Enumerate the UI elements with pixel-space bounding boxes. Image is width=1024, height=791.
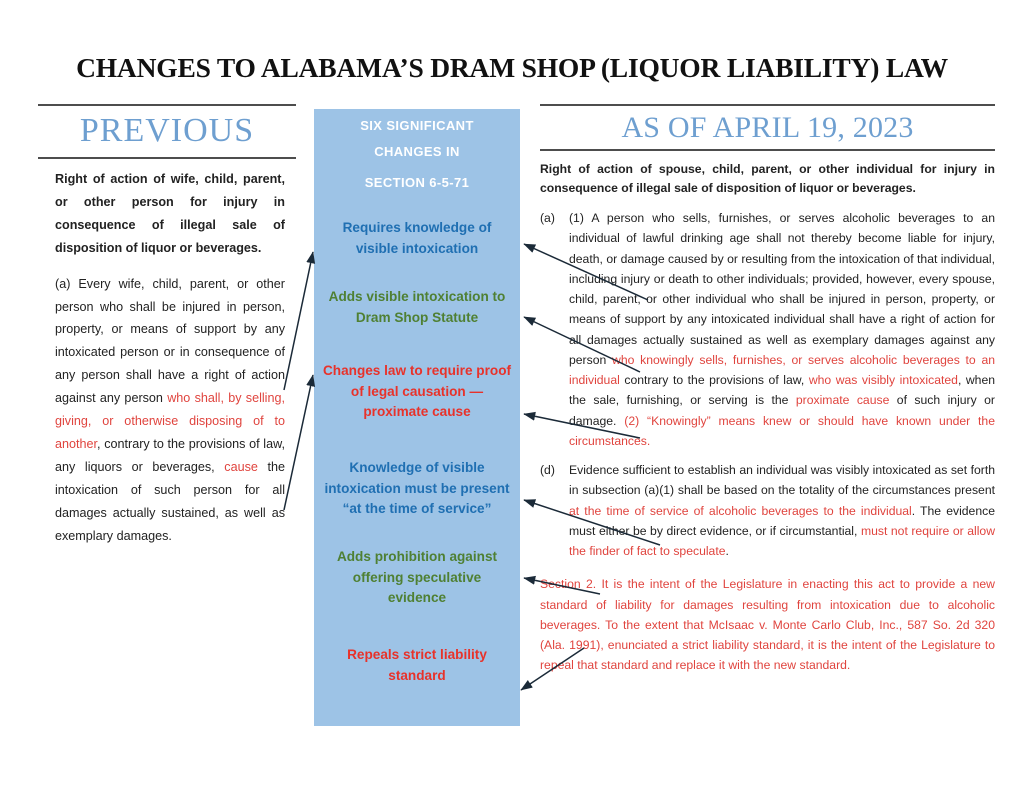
new-lead-paragraph: Right of action of spouse, child, parent, or other individual for injury in consequence of illegal sale of disposition of liquor or beverages. xyxy=(540,162,995,195)
change-item-4: Knowledge of visible intoxication must be present “at the time of service” xyxy=(324,460,510,517)
new-item-d-part-1: Evidence sufficient to establish an individual was visibly intoxicated as set forth in subsection (a)(1) shall be based on the totality of the circumstances present xyxy=(569,463,995,498)
previous-body-part-1: (a) Every wife, child, parent, or other person who shall be injured in person, property, or means of support by any intoxicated person or in consequence of any person shall have a right of action against any person xyxy=(55,276,285,406)
change-item-2: Adds visible intoxication to Dram Shop Statute xyxy=(328,289,506,325)
previous-law-text xyxy=(55,168,285,561)
new-item-d xyxy=(540,460,995,561)
new-item-a-part-3: , when the sale, furnishing, or serving is the xyxy=(569,373,996,408)
new-item-a-part-2: contrary to the provisions of law, xyxy=(619,373,809,388)
new-item-a-red-1: who knowingly sells, furnishes, or serves alcoholic beverages to an individual xyxy=(569,352,995,388)
previous-body-red-1: who shall, by selling, giving, or otherwise disposing of to another xyxy=(55,391,285,451)
change-item-3: Changes law to require proof of legal causation — proximate cause xyxy=(322,363,512,420)
column-heading-previous: PREVIOUS xyxy=(38,104,296,159)
new-item-d-marker: (d) xyxy=(540,463,555,478)
previous-lead-paragraph: Right of action of wife, child, parent, or other person for injury in consequence of illegal sale of disposition of liquor or beverages. xyxy=(55,172,285,255)
new-item-a-red-2: who was visibly intoxicated xyxy=(808,373,958,388)
panel-title-line-1: SIX SIGNIFICANT xyxy=(360,118,474,133)
new-law-text xyxy=(540,160,995,685)
page-title: CHANGES TO ALABAMA’S DRAM SHOP (LIQUOR LIABILITY) LAW xyxy=(76,52,948,83)
panel-title-line-3: SECTION 6-5-71 xyxy=(364,175,470,190)
new-item-a-part-1: (1) A person who sells, furnishes, or serves alcoholic beverages to an individual of lawful drinking age shall not thereby become liable for injury, death, or damage caused by or resulting from the intoxication of that individual, including injury or death to other individuals; provided, however, every spouse, child, parent, or other individual who shall be injured in person, property, or means of support by any intoxicated individual shall have a right of action for all damages actually sustained as well as exemplary damages against any person xyxy=(569,211,995,367)
section-2-paragraph: Section 2. It is the intent of the Legislature in enacting this act to provide a new standard of liability for damages resulting from intoxication due to alcoholic beverages. To the extent that McIsaac v. Monte Carlo Club, Inc., 587 So. 2d 320 (Ala. 1991), enunciated a strict liability standard, it is the intent of the Legislature to repeal that standard and replace it with the new standard. xyxy=(540,577,995,673)
previous-body-part-3: the intoxication of such person for all damages actually sustained, as well as exemplary damages. xyxy=(55,459,285,543)
column-heading-as-of: AS OF APRIL 19, 2023 xyxy=(540,104,995,151)
new-item-d-part-2: . The evidence must either be by direct evidence, or if circumstantial, xyxy=(569,503,995,538)
previous-body-red-2: cause xyxy=(224,459,258,474)
change-item-5: Adds prohibition against offering speculative evidence xyxy=(336,549,498,606)
previous-body-part-2: , contrary to the provisions of law, any liquors or beverages, xyxy=(55,436,285,474)
panel-title-line-2: CHANGES IN xyxy=(374,144,460,159)
new-item-a-red-4: (2) “Knowingly” means knew or should have known under the circumstances. xyxy=(569,413,995,448)
new-item-a-marker: (a) xyxy=(540,211,555,226)
change-item-6: Repeals strict liability standard xyxy=(347,647,487,683)
new-item-d-red-1: at the time of service of alcoholic beverages to the individual xyxy=(569,503,912,518)
new-item-a-red-3: proximate cause xyxy=(795,393,890,408)
new-item-a xyxy=(540,208,995,451)
new-item-d-part-3: . xyxy=(725,544,729,559)
six-changes-panel xyxy=(314,109,520,726)
new-item-d-red-2: must not require or allow the finder of fact to speculate xyxy=(569,523,995,559)
change-item-1: Requires knowledge of visible intoxication xyxy=(342,220,492,256)
new-item-a-part-4: of such injury or damage. xyxy=(569,393,995,428)
previous-body-paragraph xyxy=(55,273,285,548)
